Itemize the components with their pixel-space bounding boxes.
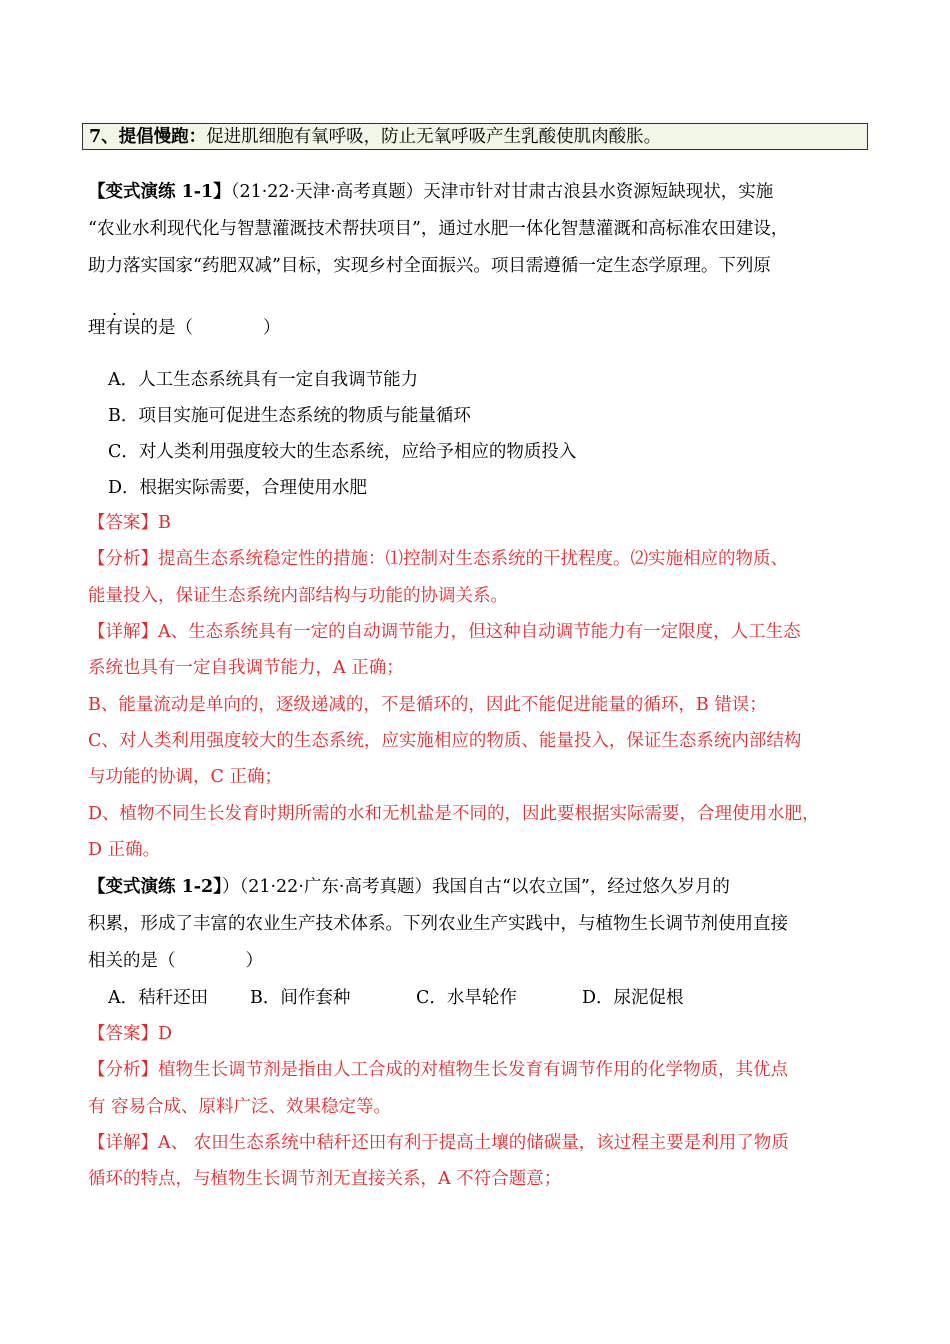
q2-detail-2: 循环的特点，与植物生长调节剂无直接关系，A 不符合题意； [88, 1169, 562, 1189]
q2-line3: 相关的是（ ） [88, 951, 263, 971]
q1-answer: 【答案】B [88, 513, 171, 533]
q2-answer: 【答案】D [88, 1024, 173, 1044]
q1-detail-3: B、能量流动是单向的，逐级递减的，不是循环的，因此不能促进能量的循环，B 错误； [88, 695, 767, 715]
q2-tag: 【变式演练 1-2】 [88, 877, 222, 897]
q1-line1: 【变式演练 1-1】（21·22·天津·高考真题）天津市针对甘肃古浪县水资源短缺现状，实施 [88, 182, 774, 202]
q2-line1: 【变式演练 1-2】）（21·22·广东·高考真题）我国自古“以农立国”，经过悠久岁月的 [88, 877, 730, 897]
q2-analysis-2: 有 容易合成、原料广泛、效果稳定等。 [88, 1097, 392, 1117]
q1-detail-5: 与功能的协调，C 正确； [88, 767, 282, 787]
q1-analysis-2: 能量投入，保证生态系统内部结构与功能的协调关系。 [88, 586, 508, 606]
q2-line2: 积累，形成了丰富的农业生产技术体系。下列农业生产实践中，与植物生长调节剂使用直接 [88, 914, 788, 934]
q1-detail-4: C、对人类利用强度较大的生态系统，应实施相应的物质、能量投入，保证生态系统内部结构 [88, 731, 802, 751]
q1-option-d: D．根据实际需要，合理使用水肥 [108, 478, 368, 498]
q1-option-a: A．人工生态系统具有一定自我调节能力 [108, 370, 419, 390]
q1-option-c: C．对人类利用强度较大的生态系统，应给予相应的物质投入 [108, 442, 577, 462]
q1-detail-6: D、植物不同生长发育时期所需的水和无机盐是不同的，因此要根据实际需要，合理使用水肥， [88, 804, 820, 824]
q2-option-d: D．尿泥促根 [582, 988, 684, 1008]
tip-box [82, 123, 868, 150]
tip-text: 促进肌细胞有氧呼吸，防止无氧呼吸产生乳酸使肌肉酸胀。 [206, 127, 662, 147]
q2-option-c: C．水旱轮作 [416, 988, 517, 1008]
q2-option-a: A．秸秆还田 [108, 988, 209, 1008]
q1-option-b: B．项目实施可促进生态系统的物质与能量循环 [108, 406, 471, 426]
q2-detail-1: 【详解】A、 农田生态系统中秸秆还田有利于提高土壤的储碳量，该过程主要是利用了物质 [88, 1133, 789, 1153]
q1-tag: 【变式演练 1-1】 [88, 182, 231, 202]
q1-line2: “农业水利现代化与智慧灌溉技术帮扶项目”，通过水肥一体化智慧灌溉和高标准农田建设， [88, 219, 789, 239]
q1-detail-1: 【详解】A、生态系统具有一定的自动调节能力，但这种自动调节能力有一定限度，人工生态 [88, 622, 801, 642]
q1-analysis-1: 【分析】提高生态系统稳定性的措施：⑴控制对生态系统的干扰程度。⑵实施相应的物质、 [88, 549, 788, 569]
q1-line4: 理有误的是（ ） [88, 318, 281, 338]
emphasis-dots: .. [112, 300, 151, 319]
q1-detail-2: 系统也具有一定自我调节能力，A 正确； [88, 658, 404, 678]
q2-option-b: B．间作套种 [250, 988, 351, 1008]
tip-label: 7、提倡慢跑： [89, 127, 207, 147]
q1-detail-7: D 正确。 [88, 840, 161, 860]
q2-analysis-1: 【分析】植物生长调节剂是指由人工合成的对植物生长发育有调节作用的化学物质，其优点 [88, 1060, 788, 1080]
q1-line3: 助力落实国家“药肥双减”目标，实现乡村全面振兴。项目需遵循一定生态学原理。下列原 [88, 256, 771, 276]
